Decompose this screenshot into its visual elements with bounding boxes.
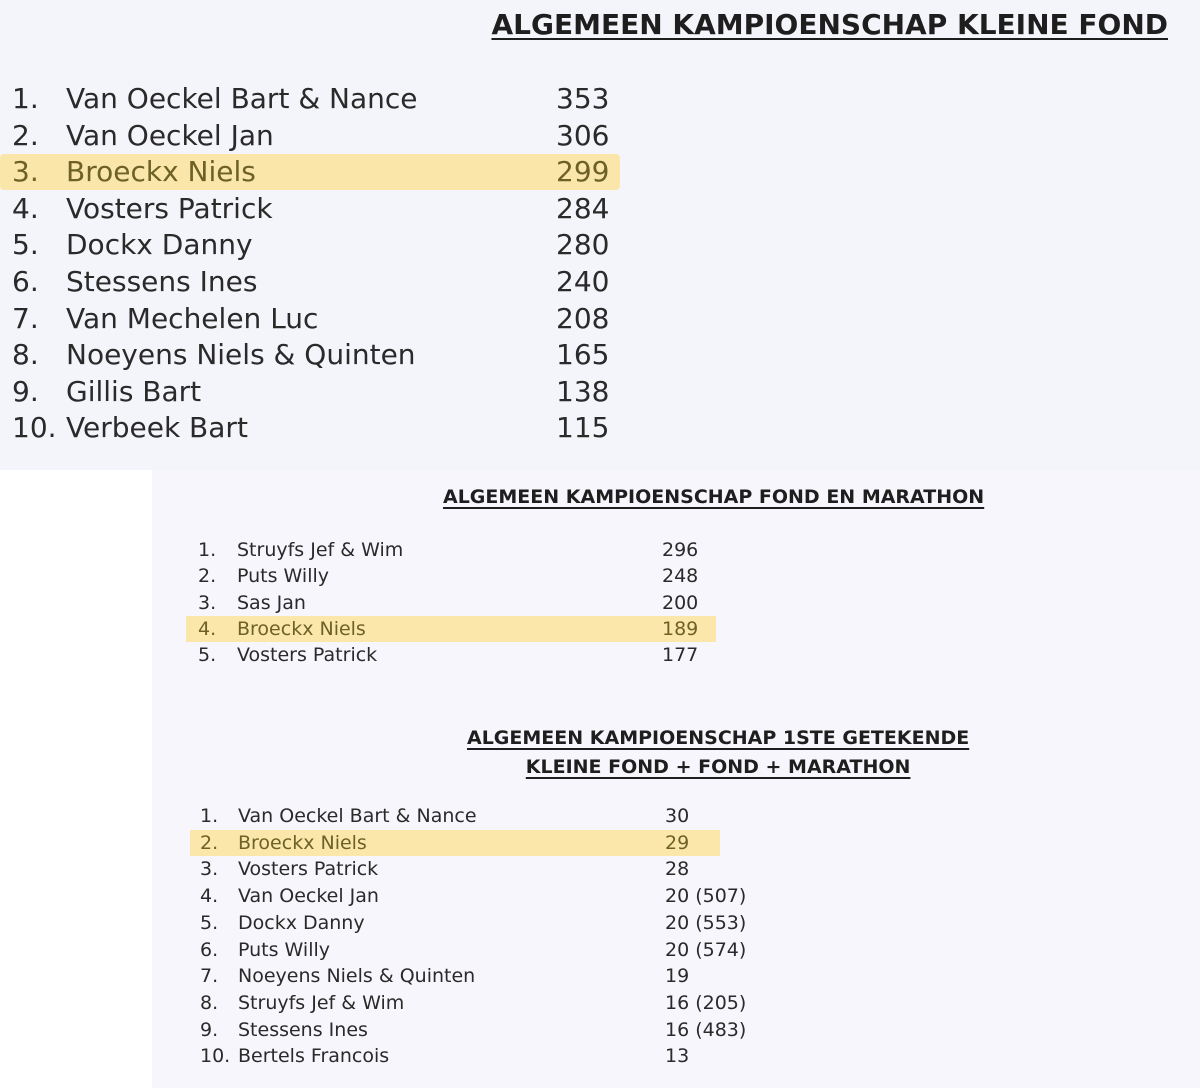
ranking-row xyxy=(190,937,747,963)
points-value: 353 xyxy=(556,82,610,115)
competitor-name: Noeyens Niels & Quinten xyxy=(66,338,416,372)
section-title-fond-marathon: ALGEMEEN KAMPIOENSCHAP FOND EN MARATHON xyxy=(443,486,985,508)
rank-number: 3. xyxy=(198,591,217,614)
competitor-name: Struyfs Jef & Wim xyxy=(237,539,404,561)
points-value: 13 xyxy=(665,1045,690,1068)
rank-number: 6. xyxy=(200,938,219,961)
ranking-row xyxy=(0,410,620,446)
rank-number: 1. xyxy=(198,539,217,561)
section-title-first-drawn-line2: KLEINE FOND + FOND + MARATHON xyxy=(525,756,911,778)
competitor-name: Vosters Patrick xyxy=(66,191,273,225)
ranking-row xyxy=(0,227,620,263)
rank-number: 1. xyxy=(12,82,39,115)
ranking-row xyxy=(190,910,747,936)
ranking-row xyxy=(0,301,620,337)
ranking-row xyxy=(186,590,716,616)
points-value: 177 xyxy=(662,644,699,667)
ranking-row xyxy=(190,963,720,989)
ranking-row xyxy=(186,537,716,563)
points-value: 20 (553) xyxy=(665,911,747,934)
competitor-name: Puts Willy xyxy=(238,938,331,961)
competitor-name: Broeckx Niels xyxy=(237,617,366,640)
ranking-row xyxy=(190,1043,720,1069)
points-value: 30 xyxy=(665,805,690,827)
rank-number: 5. xyxy=(200,911,219,934)
points-value: 306 xyxy=(556,118,610,152)
points-value: 29 xyxy=(665,831,690,854)
points-value: 200 xyxy=(662,591,699,614)
points-value: 16 (483) xyxy=(665,1018,747,1041)
ranking-row xyxy=(186,563,716,589)
ranking-row-highlighted xyxy=(190,830,720,856)
competitor-name: Bertels Francois xyxy=(238,1045,390,1068)
competitor-name: Vosters Patrick xyxy=(237,644,378,667)
competitor-name: Van Mechelen Luc xyxy=(66,301,319,335)
rank-number: 4. xyxy=(198,617,217,640)
ranking-row xyxy=(0,81,620,117)
points-value: 240 xyxy=(556,265,610,298)
competitor-name: Van Oeckel Bart & Nance xyxy=(238,805,477,827)
competitor-name: Stessens Ines xyxy=(238,1018,368,1041)
points-value: 20 (574) xyxy=(665,938,747,961)
ranking-row xyxy=(0,337,620,373)
rank-number: 10. xyxy=(12,411,57,445)
competitor-name: Dockx Danny xyxy=(238,911,365,934)
rank-number: 3. xyxy=(200,858,219,881)
ranking-row-highlighted xyxy=(0,154,620,190)
ranking-row xyxy=(190,803,720,829)
points-value: 248 xyxy=(662,565,699,588)
competitor-name: Verbeek Bart xyxy=(66,411,248,445)
section-title-first-drawn xyxy=(467,724,969,782)
rank-number: 1. xyxy=(200,805,219,827)
rank-number: 2. xyxy=(198,565,217,588)
ranking-row xyxy=(190,856,720,882)
competitor-name: Dockx Danny xyxy=(66,228,253,262)
rank-number: 3. xyxy=(12,155,39,189)
competitor-name: Van Oeckel Jan xyxy=(238,885,379,908)
ranking-row xyxy=(0,191,620,227)
competitor-name: Gillis Bart xyxy=(66,374,202,408)
ranking-row-highlighted xyxy=(186,616,716,642)
points-value: 20 (507) xyxy=(665,885,747,908)
points-value: 19 xyxy=(665,965,690,988)
points-value: 296 xyxy=(662,539,699,561)
rank-number: 5. xyxy=(12,228,39,262)
points-value: 284 xyxy=(556,191,610,225)
rank-number: 8. xyxy=(12,338,39,372)
points-value: 165 xyxy=(556,338,610,372)
rank-number: 5. xyxy=(198,644,217,667)
competitor-name: Broeckx Niels xyxy=(238,831,367,854)
points-value: 115 xyxy=(556,411,610,445)
ranking-row xyxy=(0,118,620,154)
competitor-name: Noeyens Niels & Quinten xyxy=(238,965,476,988)
ranking-row xyxy=(0,264,620,300)
points-value: 138 xyxy=(556,374,610,408)
rank-number: 9. xyxy=(200,1018,219,1041)
rank-number: 4. xyxy=(12,191,39,225)
ranking-row xyxy=(190,990,747,1016)
rank-number: 7. xyxy=(200,965,219,988)
ranking-row xyxy=(190,1017,747,1043)
rank-number: 8. xyxy=(200,991,219,1014)
rank-number: 10. xyxy=(200,1045,231,1068)
competitor-name: Van Oeckel Jan xyxy=(66,118,274,152)
competitor-name: Van Oeckel Bart & Nance xyxy=(66,82,418,115)
section-title-kleine-fond: ALGEMEEN KAMPIOENSCHAP KLEINE FOND xyxy=(491,8,1168,41)
rank-number: 7. xyxy=(12,301,39,335)
rank-number: 6. xyxy=(12,265,39,298)
rank-number: 2. xyxy=(200,831,219,854)
ranking-row xyxy=(0,374,620,410)
rank-number: 4. xyxy=(200,885,219,908)
ranking-row xyxy=(190,883,747,909)
ranking-row xyxy=(186,642,716,668)
points-value: 208 xyxy=(556,301,610,335)
competitor-name: Vosters Patrick xyxy=(238,858,379,881)
competitor-name: Broeckx Niels xyxy=(66,155,256,189)
points-value: 189 xyxy=(662,617,699,640)
points-value: 299 xyxy=(556,155,610,189)
points-value: 280 xyxy=(556,228,610,262)
points-value: 16 (205) xyxy=(665,991,747,1014)
rank-number: 9. xyxy=(12,374,39,408)
competitor-name: Stessens Ines xyxy=(66,265,258,298)
rank-number: 2. xyxy=(12,118,39,152)
section-title-first-drawn-line1: ALGEMEEN KAMPIOENSCHAP 1STE GETEKENDE xyxy=(467,727,970,749)
points-value: 28 xyxy=(665,858,690,881)
competitor-name: Puts Willy xyxy=(237,565,330,588)
competitor-name: Struyfs Jef & Wim xyxy=(238,991,405,1014)
competitor-name: Sas Jan xyxy=(237,591,306,614)
